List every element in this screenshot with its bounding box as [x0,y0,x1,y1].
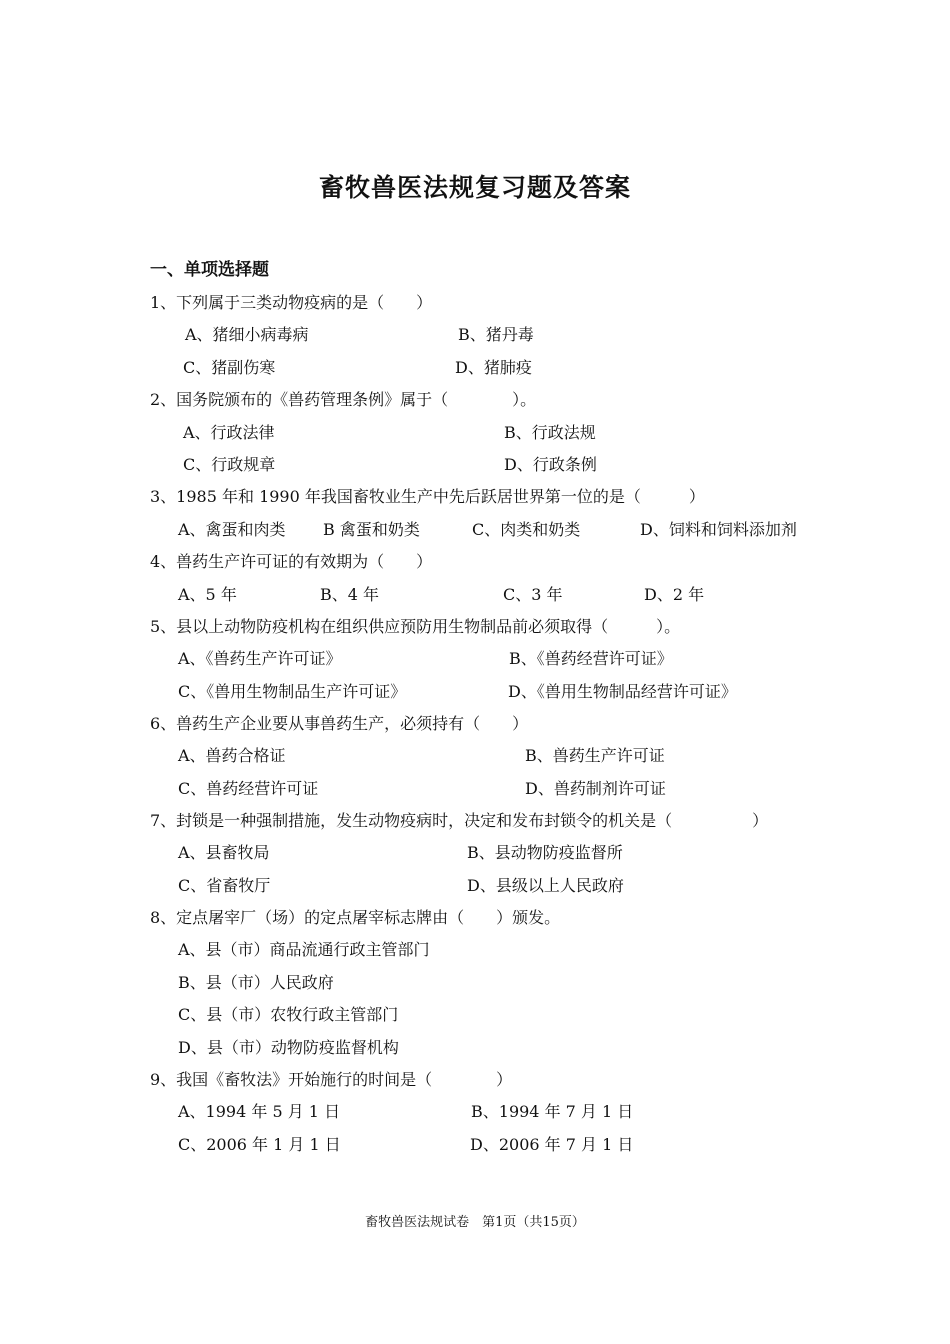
question-1-option-a: A、猪细小病毒病 [185,325,309,344]
question-6-option-c: C、兽药经营许可证 [178,779,319,798]
question-7-option-d: D、县级以上人民政府 [467,876,624,895]
question-1-option-c: C、猪副伤寒 [183,358,276,377]
question-5-option-c: C、《兽用生物制品生产许可证》 [178,682,407,701]
question-3-option-d: D、饲料和饲料添加剂 [640,520,797,539]
question-6-option-d: D、兽药制剂许可证 [525,779,666,798]
question-8-option-b: B、县（市）人民政府 [178,973,334,992]
question-9-option-a: A、1994 年 5 月 1 日 [178,1102,341,1121]
question-3-option-a: A、禽蛋和肉类 [178,520,286,539]
question-4-option-a: A、5 年 [178,585,237,604]
question-2-stem: 2、国务院颁布的《兽药管理条例》属于（ ）。 [150,390,537,409]
question-9-option-c: C、2006 年 1 月 1 日 [178,1135,341,1154]
question-7-option-c: C、省畜牧厅 [178,876,271,895]
question-3-option-b: B 禽蛋和奶类 [323,520,420,539]
question-1-stem: 1、下列属于三类动物疫病的是（ ） [150,293,433,312]
question-4-option-c: C、3 年 [503,585,563,604]
question-3-option-c: C、肉类和奶类 [472,520,581,539]
question-8-option-c: C、县（市）农牧行政主管部门 [178,1005,399,1024]
question-4-option-d: D、2 年 [644,585,705,604]
page-footer: 畜牧兽医法规试卷 第1页（共15页） [365,1215,585,1230]
question-2-option-b: B、行政法规 [504,423,596,442]
question-7-option-b: B、县动物防疫监督所 [467,843,623,862]
question-4-option-b: B、4 年 [320,585,380,604]
question-8-option-d: D、县（市）动物防疫监督机构 [178,1038,399,1057]
question-2-option-a: A、行政法律 [183,423,275,442]
question-9-stem: 9、我国《畜牧法》开始施行的时间是（ ） [150,1070,513,1089]
question-6-option-a: A、兽药合格证 [178,746,286,765]
question-4-stem: 4、兽药生产许可证的有效期为（ ） [150,552,433,571]
question-6-stem: 6、兽药生产企业要从事兽药生产，必须持有（ ） [150,714,529,733]
question-8-option-a: A、县（市）商品流通行政主管部门 [178,940,430,959]
question-6-option-b: B、兽药生产许可证 [525,746,665,765]
question-2-option-d: D、行政条例 [504,455,597,474]
question-9-option-b: B、1994 年 7 月 1 日 [471,1102,634,1121]
question-7-stem: 7、封锁是一种强制措施，发生动物疫病时，决定和发布封锁令的机关是（ ） [150,811,769,830]
question-5-option-d: D、《兽用生物制品经营许可证》 [508,682,737,701]
question-9-option-d: D、2006 年 7 月 1 日 [470,1135,634,1154]
question-3-stem: 3、1985 年和 1990 年我国畜牧业生产中先后跃居世界第一位的是（ ） [150,487,705,506]
question-8-stem: 8、定点屠宰厂（场）的定点屠宰标志牌由（ ）颁发。 [150,908,561,927]
section-heading: 一、单项选择题 [150,260,269,280]
question-1-option-b: B、猪丹毒 [458,325,534,344]
question-5-option-a: A、《兽药生产许可证》 [178,649,342,668]
document-title: 畜牧兽医法规复习题及答案 [318,173,631,202]
question-5-option-b: B、《兽药经营许可证》 [509,649,673,668]
question-7-option-a: A、县畜牧局 [178,843,270,862]
question-2-option-c: C、行政规章 [183,455,276,474]
question-5-stem: 5、县以上动物防疫机构在组织供应预防用生物制品前必须取得（ ）。 [150,617,681,636]
question-1-option-d: D、猪肺疫 [455,358,532,377]
